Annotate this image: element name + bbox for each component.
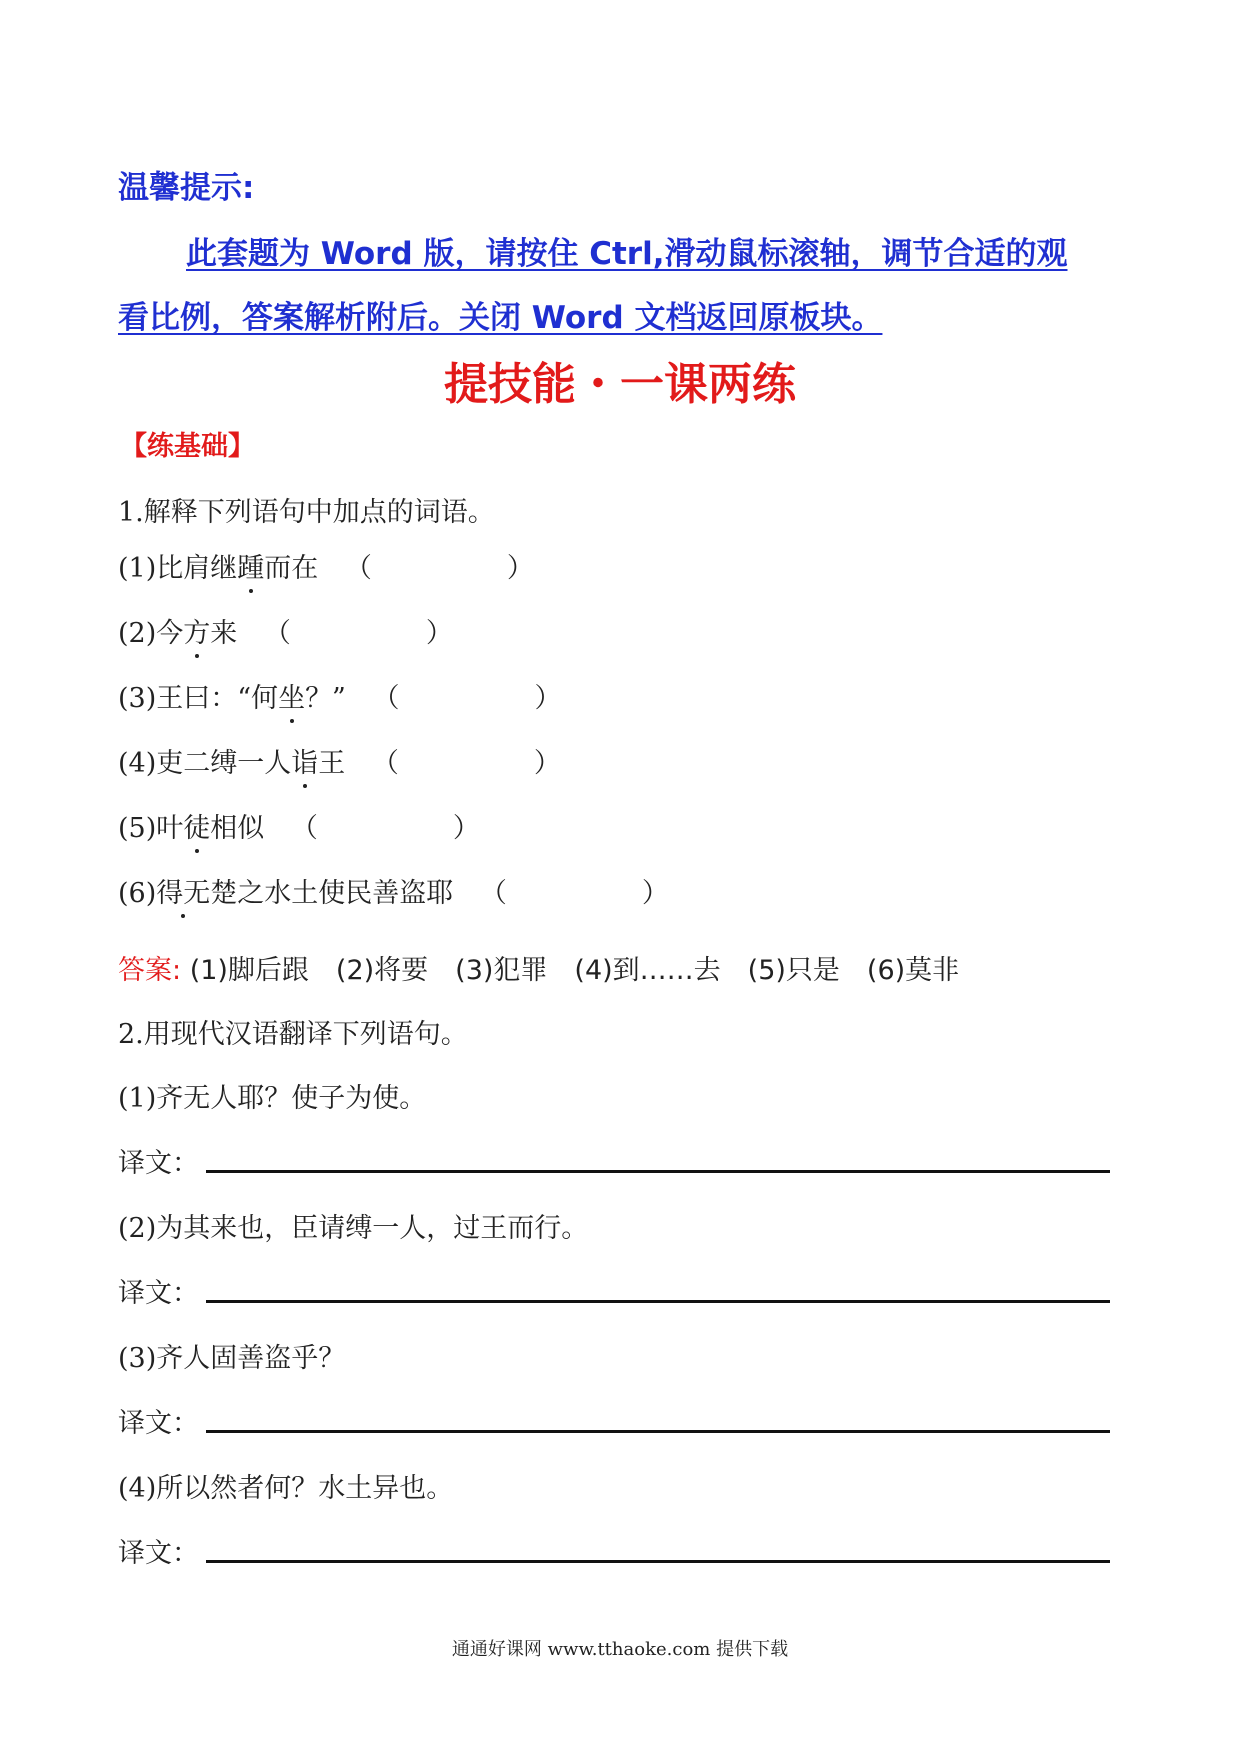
item-text-pre: (4)吏二缚一人 (118, 748, 292, 779)
item-text-post: 相似 (210, 813, 265, 844)
question-1-item-1 (118, 546, 534, 585)
question-1-item-3 (118, 676, 561, 715)
translation-label: 译文： (118, 1148, 199, 1179)
item-text-pre: (1)比肩继 (118, 553, 238, 584)
section-label: 【练基础】 (120, 431, 255, 462)
dotted-word: 得无 (156, 878, 211, 909)
item-text-pre: (6) (118, 878, 157, 909)
translation-label: 译文： (118, 1278, 199, 1309)
item-text-post: 王 (318, 748, 346, 779)
translation-line[interactable] (206, 1430, 1110, 1433)
question-2-item-3: (3)齐人固善盗乎？ (118, 1343, 346, 1374)
item-text-pre: (5)叶 (118, 813, 184, 844)
item-text-pre: (2)今 (118, 618, 184, 649)
footer: 通通好课网 www.tthaoke.com 提供下载 (451, 1639, 789, 1660)
tip-title: 温馨提示: (118, 170, 255, 206)
answer-line (118, 948, 959, 987)
answer-label: 答案: (118, 955, 182, 986)
question-1-item-5 (118, 806, 480, 845)
translation-line[interactable] (206, 1170, 1110, 1173)
item-text-post: 而在 (264, 553, 319, 584)
answer-blank: （ ） (344, 553, 534, 584)
question-1-item-6 (118, 871, 669, 910)
answer-blank: （ ） (479, 878, 669, 909)
translation-label: 译文： (118, 1538, 199, 1569)
question-2-item-4: (4)所以然者何？水土异也。 (118, 1473, 454, 1504)
question-1-item-2 (118, 611, 453, 650)
item-text-post: ？” (305, 683, 346, 714)
question-2-item-1: (1)齐无人耶？使子为使。 (118, 1083, 427, 1114)
tip-line-2: 看比例，答案解析附后。关闭 Word 文档返回原板块。 (118, 300, 883, 336)
answer-blank: （ ） (263, 618, 453, 649)
translation-label: 译文： (118, 1408, 199, 1439)
answer-blank: （ ） (372, 683, 562, 714)
answer-text: (1)脚后跟 (2)将要 (3)犯罪 (4)到……去 (5)只是 (6)莫非 (181, 955, 960, 986)
tip-line-1: 此套题为 Word 版，请按住 Ctrl,滑动鼠标滚轴，调节合适的观 (186, 236, 1068, 272)
question-2-prompt: 2.用现代汉语翻译下列语句。 (118, 1019, 468, 1050)
translation-line[interactable] (206, 1560, 1110, 1563)
answer-blank: （ ） (371, 748, 561, 779)
question-1-item-4 (118, 741, 561, 780)
item-text-pre: (3)王曰：“何 (118, 683, 279, 714)
answer-blank: （ ） (290, 813, 480, 844)
page-title: 提技能・一课两练 (444, 359, 796, 410)
dotted-word: 徒 (183, 813, 211, 844)
dotted-word: 方 (183, 618, 211, 649)
translation-line[interactable] (206, 1300, 1110, 1303)
dotted-word: 诣 (291, 748, 319, 779)
item-text-post: 来 (210, 618, 238, 649)
item-text-post: 楚之水土使民善盗耶 (210, 878, 454, 909)
dotted-word: 坐 (278, 683, 306, 714)
dotted-word: 踵 (237, 553, 265, 584)
question-2-item-2: (2)为其来也，臣请缚一人，过王而行。 (118, 1213, 589, 1244)
question-1-prompt: 1.解释下列语句中加点的词语。 (118, 497, 495, 528)
